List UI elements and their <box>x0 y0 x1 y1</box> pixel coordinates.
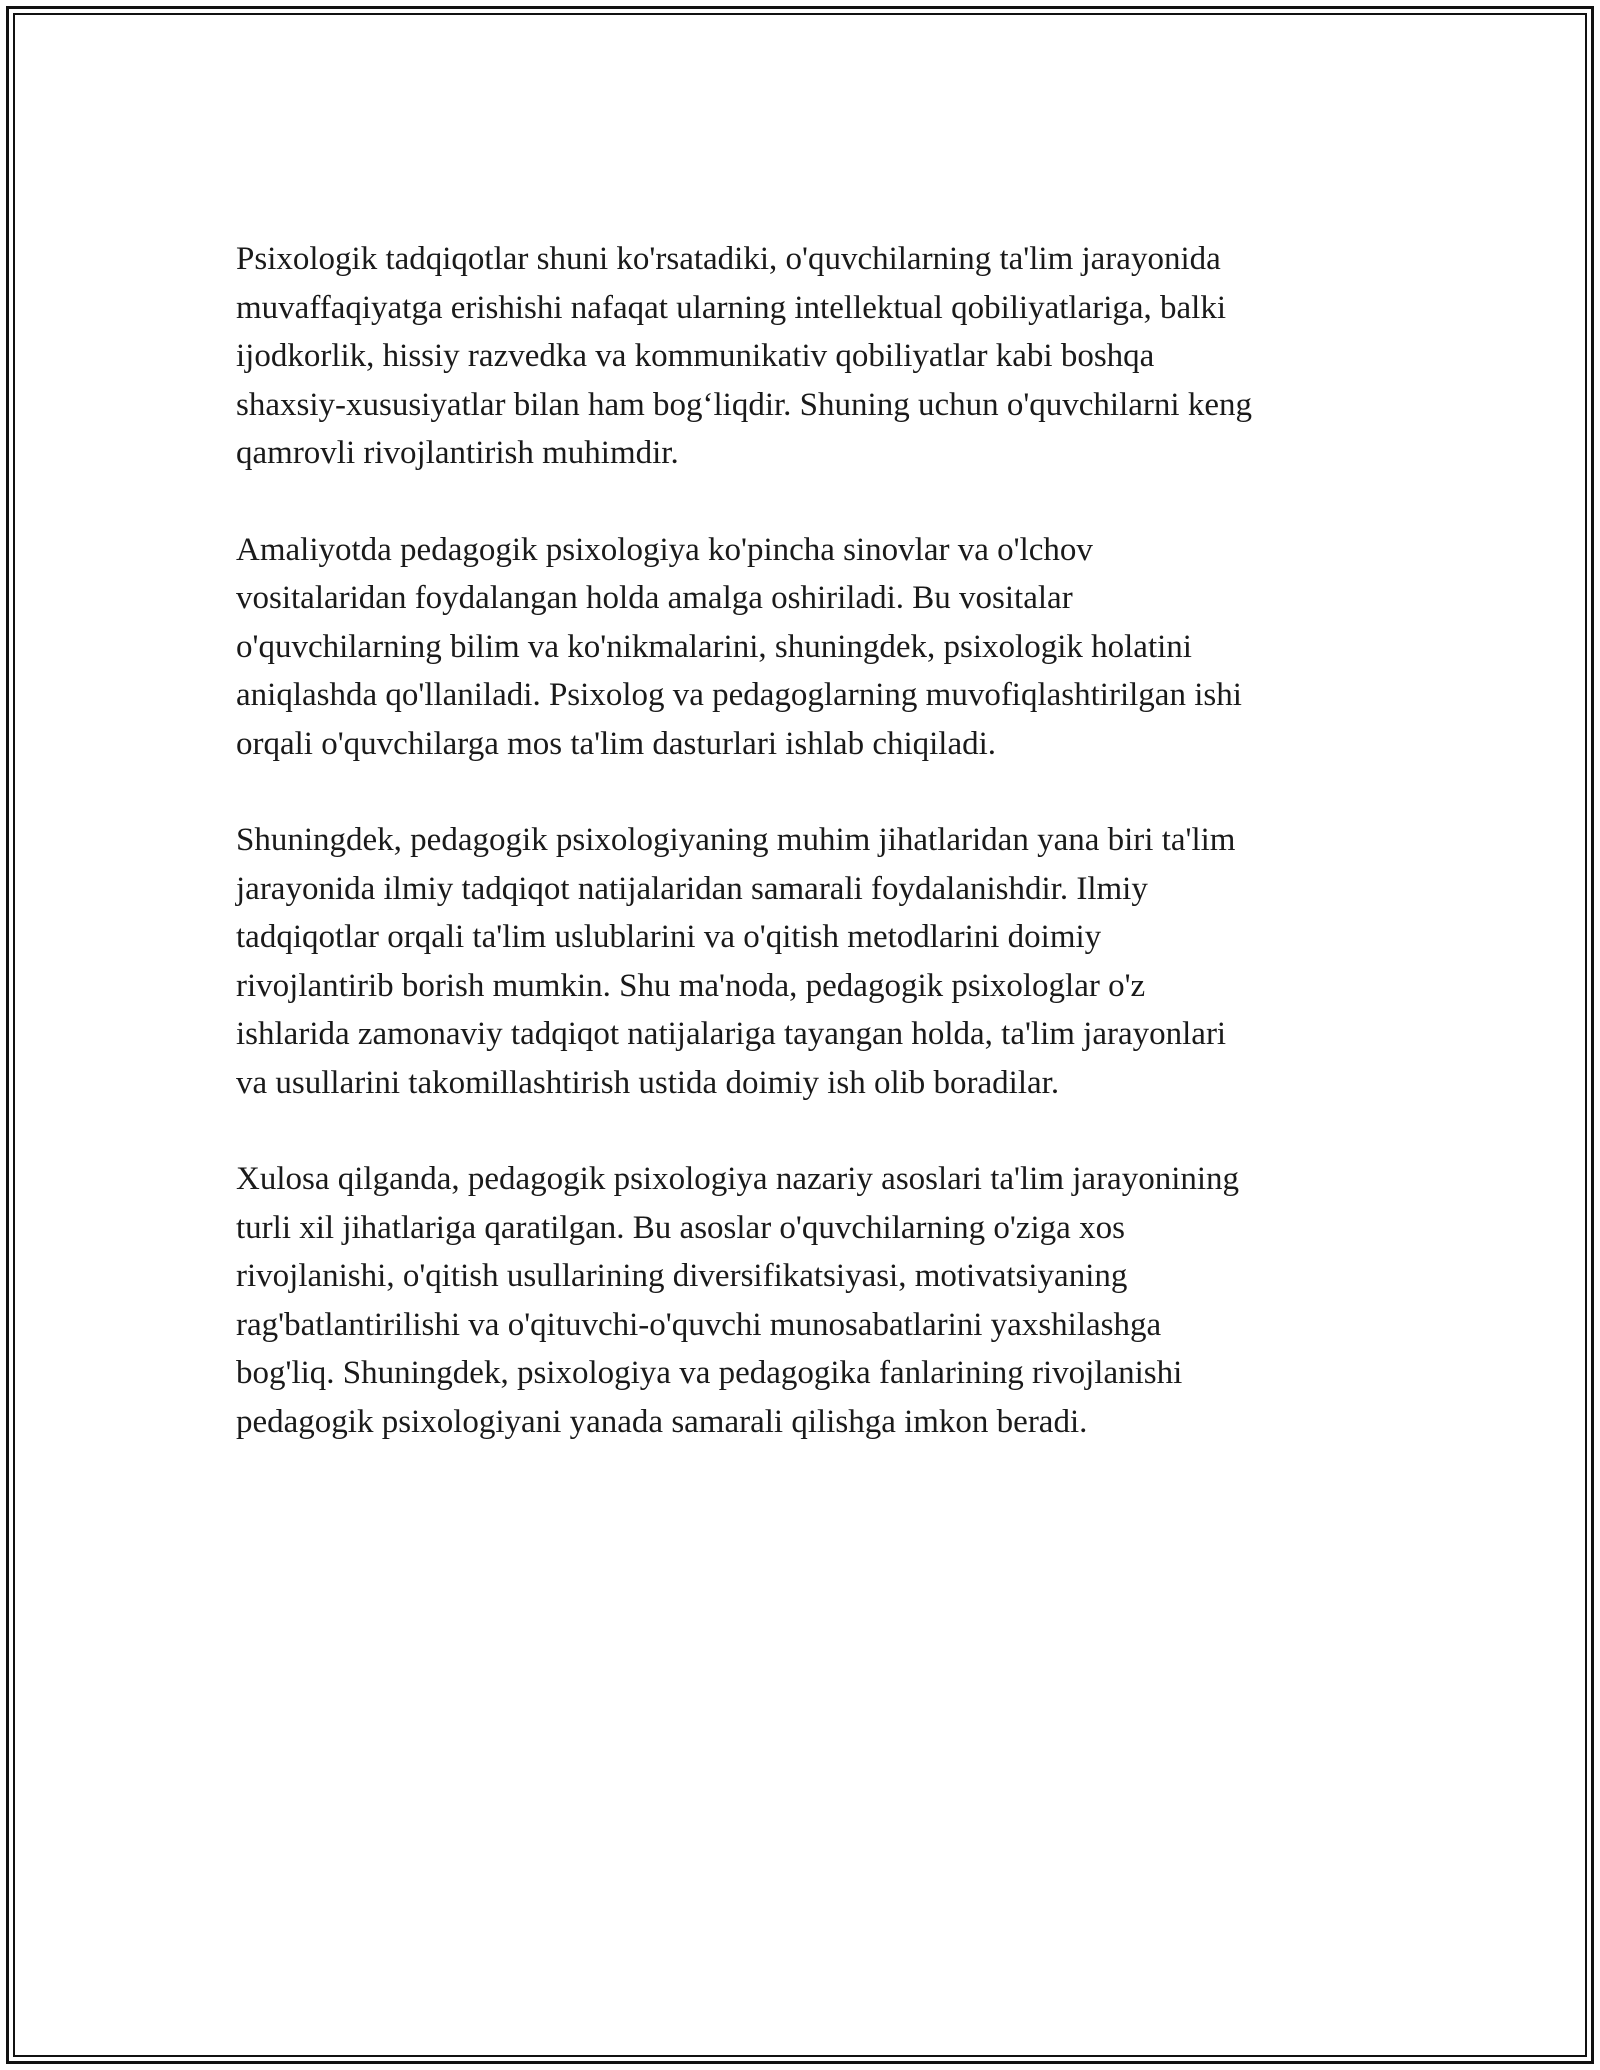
paragraph-4: Xulosa qilganda, pedagogik psixologiya nazariy asoslari ta'lim jarayonining turli xil jihatlariga qaratilgan. Bu asoslar o'quvchilarning o'ziga xos rivojlanishi, o'qitish usullarining diversifikatsiyasi, motivatsiyaning rag'batlantirilishi va o'qituvchi-o'quvchi munosabatlarini yaxshilashga bog'liq. Shuningdek, psixologiya va pedagogika fanlarining rivojlanishi pedagogik psixologiyani yanada samarali qilishga imkon beradi. <box>236 1161 1240 1440</box>
paragraph-1: Psixologik tadqiqotlar shuni ko'rsatadiki, o'quvchilarning ta'lim jarayonida muvaffaqiyatga erishishi nafaqat ularning intellektual qobiliyatlariga, balki ijodkorlik, hissiy razvedka va kommunikativ qobiliyatlar kabi boshqa shaxsiy-xususiyatlar bilan ham bog‘liqdir. Shuning uchun o'quvchilarni keng qamrovli rivojlantirish muhimdir. <box>236 241 1252 471</box>
paragraph-2: Amaliyotda pedagogik psixologiya ko'pincha sinovlar va o'lchov vositalaridan foydalangan holda amalga oshiriladi. Bu vositalar o'quvchilarning bilim va ko'nikmalarini, shuningdek, psixologik holatini aniqlashda qo'llaniladi. Psixolog va pedagoglarning muvofiqlashtirilgan ishi orqali o'quvchilarga mos ta'lim dasturlari ishlab chiqiladi. <box>236 531 1242 762</box>
paragraph-3: Shuningdek, pedagogik psixologiyaning muhim jihatlaridan yana biri ta'lim jarayonida ilmiy tadqiqot natijalaridan samarali foydalanishdir. Ilmiy tadqiqotlar orqali ta'lim uslublarini va o'qitish metodlarini doimiy rivojlantirib borish mumkin. Shu ma'noda, pedagogik psixologlar o'z ishlarida zamonaviy tadqiqot natijalariga tayangan holda, ta'lim jarayonlari va usullarini takomillashtirish ustida doimiy ish olib boradilar. <box>236 822 1236 1101</box>
document-body <box>236 235 1386 1494</box>
